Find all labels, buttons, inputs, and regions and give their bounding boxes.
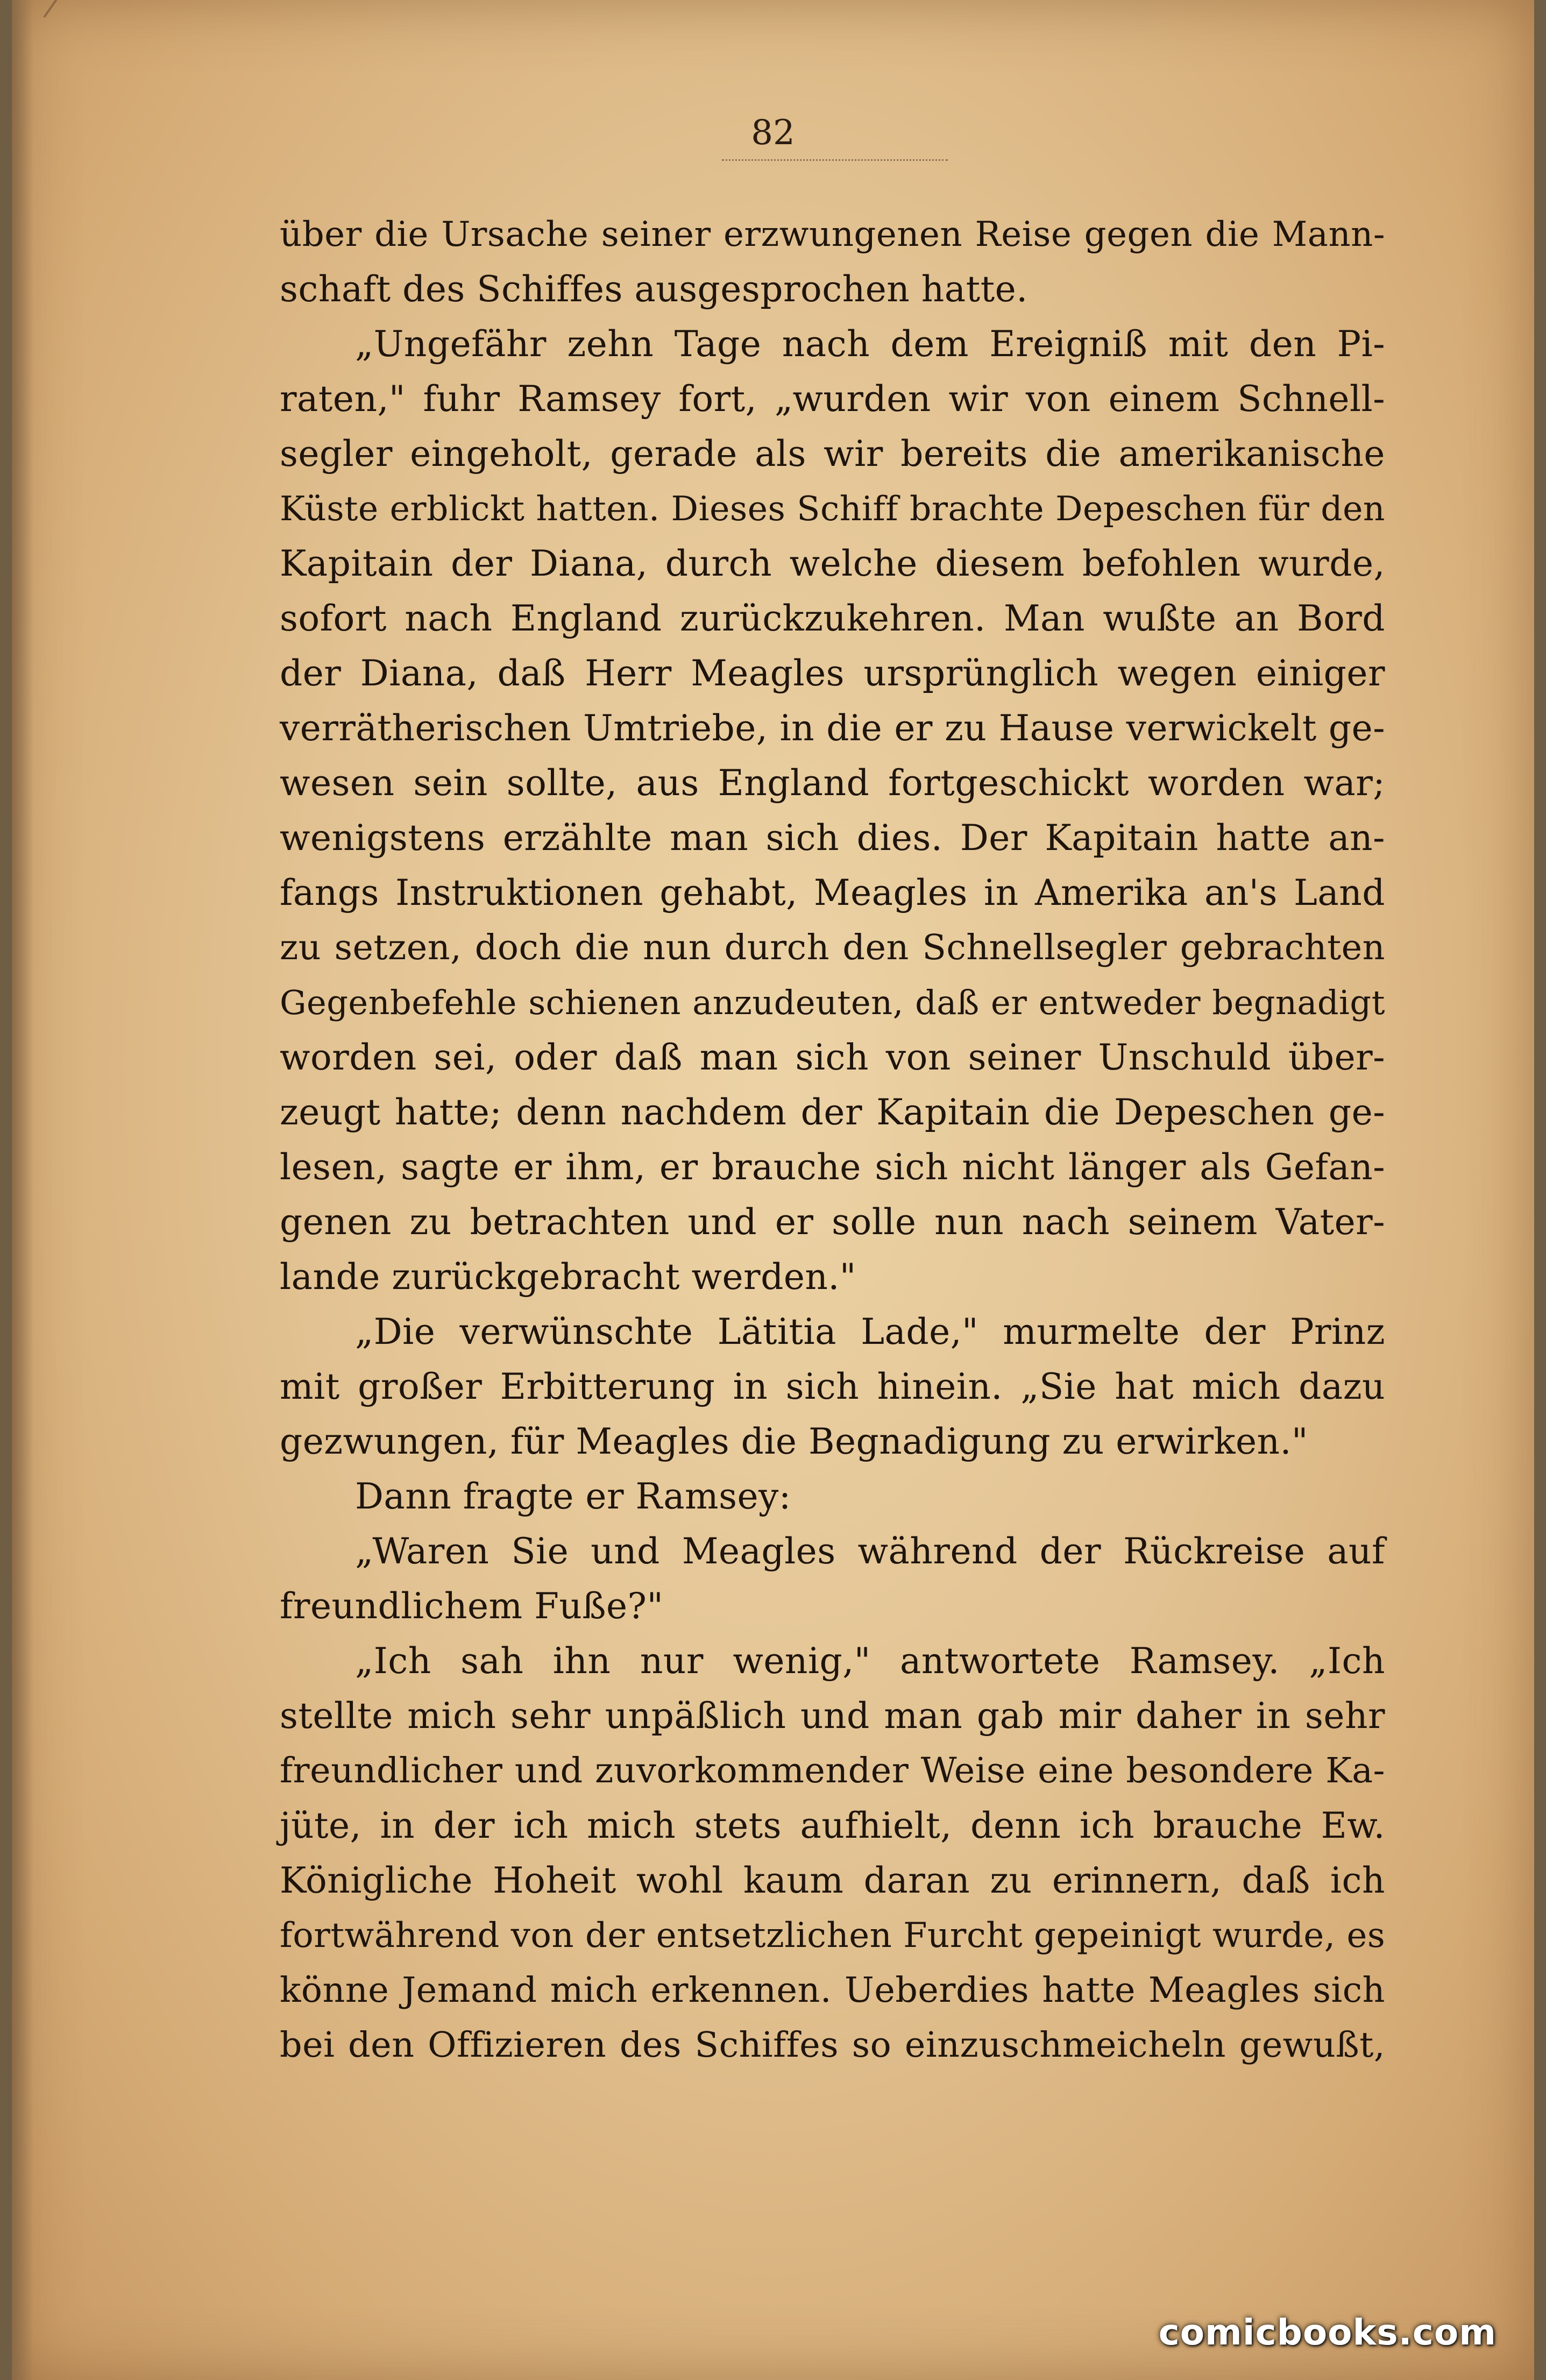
text-line: worden sei, oder daß man sich von seiner Unschuld über- <box>280 1037 1385 1078</box>
text-line: bei den Offizieren des Schiffes so einzuschmeicheln gewußt, <box>280 2025 1385 2065</box>
page-number: 82 <box>751 113 795 153</box>
text-line: „Die verwünschte Lätitia Lade," murmelte der Prinz <box>355 1311 1385 1352</box>
text-line: Gegenbefehle schienen anzudeuten, daß er entweder begnadigt <box>280 983 1385 1022</box>
text-line: freundlichem Fuße?" <box>280 1585 664 1627</box>
text-line: schaft des Schiffes ausgesprochen hatte. <box>280 268 1028 310</box>
page-edge-shadow <box>12 0 33 2380</box>
page-crease <box>43 0 94 18</box>
text-line: „Ungefähr zehn Tage nach dem Ereigniß mit den Pi- <box>355 323 1385 365</box>
text-line: könne Jemand mich erkennen. Ueberdies hatte Meagles sich <box>280 1970 1385 2010</box>
text-line: „Ich sah ihn nur wenig," antwortete Ramsey. „Ich <box>355 1640 1385 1682</box>
text-line: fortwährend von der entsetzlichen Furcht gepeinigt wurde, es <box>280 1916 1386 1956</box>
body-text <box>280 207 1385 2073</box>
text-line: lande zurückgebracht werden." <box>280 1256 856 1298</box>
text-line: der Diana, daß Herr Meagles ursprünglich wegen einiger <box>280 653 1385 694</box>
text-line: Dann fragte er Ramsey: <box>355 1476 791 1517</box>
text-line: jüte, in der ich mich stets aufhielt, denn ich brauche Ew. <box>280 1805 1385 1846</box>
text-line: gezwungen, für Meagles die Begnadigung zu erwirken." <box>280 1421 1308 1462</box>
text-line: sofort nach England zurückzukehren. Man wußte an Bord <box>280 598 1385 639</box>
text-line: wenigstens erzählte man sich dies. Der Kapitain hatte an- <box>280 817 1385 859</box>
text-line: freundlicher und zuvorkommender Weise eine besondere Ka- <box>280 1751 1385 1791</box>
header-ornament <box>722 159 948 168</box>
text-line: genen zu betrachten und er solle nun nach seinem Vater- <box>280 1201 1385 1243</box>
text-line: segler eingeholt, gerade als wir bereits die amerikanische <box>280 433 1385 474</box>
text-line: fangs Instruktionen gehabt, Meagles in Amerika an's Land <box>280 872 1385 913</box>
text-line: wesen sein sollte, aus England fortgeschickt worden war; <box>280 762 1385 804</box>
text-line: zeugt hatte; denn nachdem der Kapitain die Depeschen ge- <box>280 1092 1385 1133</box>
text-line: zu setzen, doch die nun durch den Schnellsegler gebrachten <box>280 927 1385 968</box>
text-line: stellte mich sehr unpäßlich und man gab mir daher in sehr <box>280 1695 1385 1737</box>
text-line: „Waren Sie und Meagles während der Rückreise auf <box>355 1531 1385 1572</box>
text-line: lesen, sagte er ihm, er brauche sich nicht länger als Gefan- <box>280 1146 1385 1188</box>
watermark-logo: comicbooks.com <box>1158 2312 1497 2353</box>
text-line: raten," fuhr Ramsey fort, „wurden wir von einem Schnell- <box>280 378 1385 420</box>
text-line: verrätherischen Umtriebe, in die er zu Hause verwickelt ge- <box>280 707 1385 749</box>
text-line: Küste erblickt hatten. Dieses Schiff brachte Depeschen für den <box>280 489 1385 528</box>
text-line: Kapitain der Diana, durch welche diesem befohlen wurde, <box>280 543 1385 584</box>
book-page <box>12 0 1534 2380</box>
text-line: Königliche Hoheit wohl kaum daran zu erinnern, daß ich <box>280 1860 1385 1901</box>
text-line: mit großer Erbitterung in sich hinein. „Sie hat mich dazu <box>280 1366 1385 1407</box>
text-line: über die Ursache seiner erzwungenen Reise gegen die Mann- <box>280 215 1385 254</box>
